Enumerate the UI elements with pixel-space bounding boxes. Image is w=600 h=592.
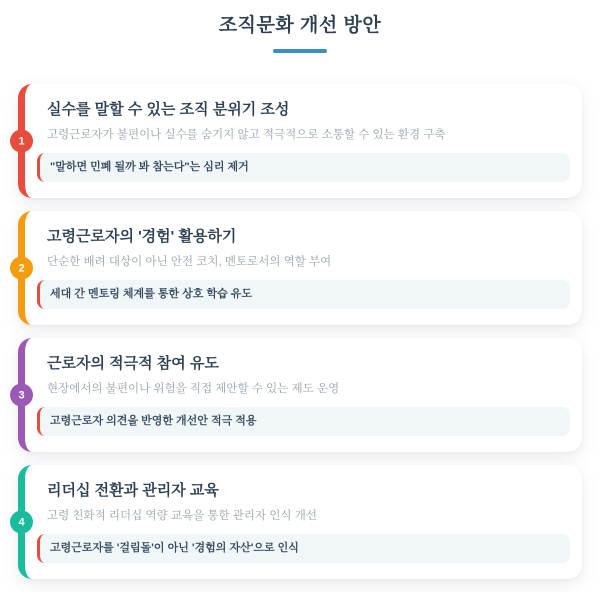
card-description: 단순한 배려 대상이 아닌 안전 코치, 멘토로서의 역할 부여 (47, 256, 332, 268)
card-speak-up-culture (18, 84, 582, 198)
card-number-badge: 1 (10, 130, 33, 153)
card-active-participation (18, 338, 582, 452)
card-leadership-education (18, 465, 582, 579)
header (0, 0, 600, 53)
card-use-experience (18, 211, 582, 325)
card-description: 고령 친화적 리더십 역량 교육을 통한 관리자 인식 개선 (47, 510, 317, 522)
card-number-badge: 3 (10, 384, 33, 407)
cards-list (18, 84, 582, 579)
card-description: 현장에서의 불편이나 위험을 직접 제안할 수 있는 제도 운영 (47, 383, 340, 395)
card-title: 실수를 말할 수 있는 조직 분위기 조성 (47, 101, 290, 118)
card-highlight: 고령근로자 의견을 반영한 개선안 적극 적용 (37, 407, 570, 436)
card-highlight: 세대 간 멘토링 체계를 통한 상호 학습 유도 (37, 280, 570, 309)
card-title: 근로자의 적극적 참여 유도 (47, 355, 219, 372)
card-number-badge: 2 (10, 257, 33, 280)
card-highlight: "말하면 민폐 될까 봐 참는다"는 심리 제거 (37, 153, 570, 182)
card-highlight: 고령근로자를 '걸림돌'이 아닌 '경험의 자산'으로 인식 (37, 534, 570, 563)
card-description: 고령근로자가 불편이나 실수를 숨기지 않고 적극적으로 소통할 수 있는 환경 구축 (47, 129, 446, 141)
card-title: 고령근로자의 '경험' 활용하기 (47, 228, 237, 245)
card-title: 리더십 전환과 관리자 교육 (47, 482, 219, 499)
title-underline (273, 49, 327, 53)
page-title: 조직문화 개선 방안 (218, 15, 382, 36)
card-number-badge: 4 (10, 511, 33, 534)
